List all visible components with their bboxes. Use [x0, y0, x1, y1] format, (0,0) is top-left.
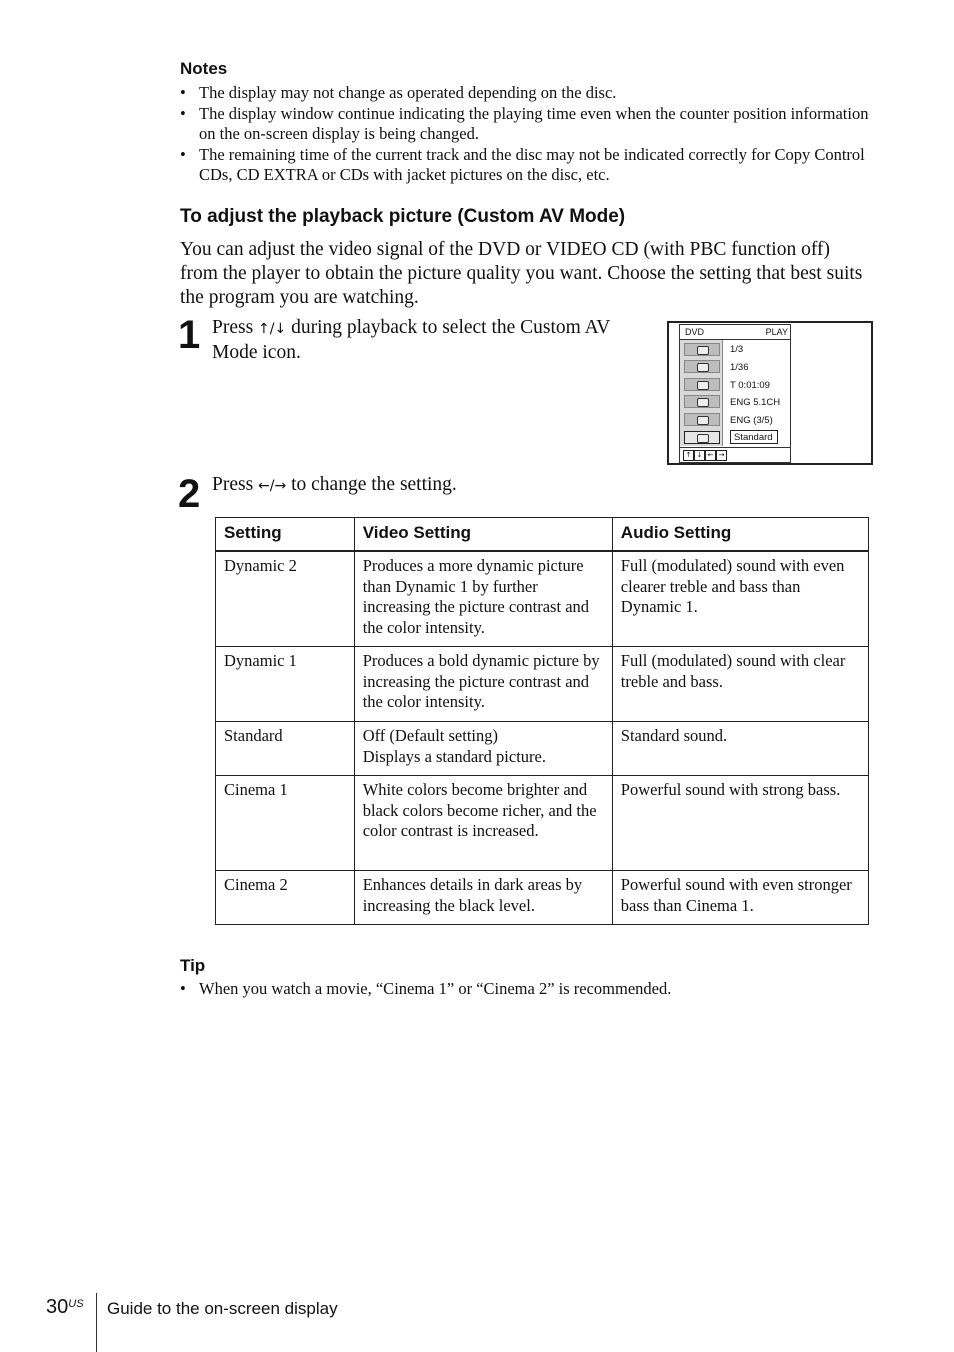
audio-setting-cell: Powerful sound with strong bass. — [612, 776, 868, 871]
column-header: Audio Setting — [612, 518, 868, 552]
table-header-row — [216, 518, 869, 552]
table-row — [216, 776, 869, 871]
title-icon — [684, 343, 720, 356]
list-item: • When you watch a movie, “Cinema 1” or “Cinema 2” is recommended. — [180, 979, 880, 1000]
osd-disc-type: DVD — [685, 327, 705, 337]
right-arrow-icon: → — [716, 450, 727, 461]
chapter-icon — [684, 360, 720, 373]
step-number: 1 — [178, 313, 201, 357]
settings-table — [215, 517, 869, 925]
osd-value: 1/3 — [730, 344, 744, 355]
setting-cell: Standard — [216, 722, 355, 776]
column-header: Setting — [216, 518, 355, 552]
osd-illustration — [667, 321, 873, 465]
footer-section-title: Guide to the on-screen display — [107, 1299, 338, 1318]
audio-setting-cell: Standard sound. — [612, 722, 868, 776]
step-number: 2 — [178, 472, 201, 516]
page-number-value: 30 — [46, 1296, 69, 1318]
table-row — [216, 647, 869, 722]
osd-selected-value: Standard — [734, 432, 773, 443]
osd-icon-column — [680, 340, 723, 446]
subtitle-icon — [684, 413, 720, 426]
osd-value: T 0:01:09 — [730, 380, 770, 391]
osd-screen — [679, 324, 791, 463]
down-arrow-icon: ↓ — [694, 450, 705, 461]
step-text: during playback to select the Custom AV Mode icon. — [212, 317, 610, 363]
audio-icon — [684, 395, 720, 408]
osd-value: ENG 5.1CH — [730, 397, 781, 408]
notes-heading: Notes — [180, 59, 228, 78]
custom-av-mode-icon — [684, 431, 720, 444]
video-setting-cell: White colors become brighter and black colors become richer, and the color contrast is increased. — [354, 776, 612, 871]
audio-setting-cell: Powerful sound with even stronger bass than Cinema 1. — [612, 871, 868, 925]
step-2-text — [212, 473, 652, 498]
list-item: • The display window continue indicating the playing time even when the counter position information on the on-screen display is being changed. — [180, 104, 880, 145]
table-row — [216, 871, 869, 925]
intro-paragraph: You can adjust the video signal of the DVD or VIDEO CD (with PBC function off) from the player to obtain the picture quality you want. Choose the setting that best suits the program you are watching. — [180, 239, 863, 308]
step-text: Press — [212, 474, 259, 495]
osd-value: 1/36 — [730, 362, 749, 373]
list-item: • The display may not change as operated depending on the disc. — [180, 83, 880, 104]
osd-header — [680, 325, 790, 340]
tip-list — [180, 979, 880, 1000]
page-number — [46, 1296, 84, 1319]
setting-cell: Dynamic 1 — [216, 647, 355, 722]
tip-heading: Tip — [180, 956, 206, 975]
left-right-arrow-icon: ←/→ — [258, 478, 287, 494]
setting-cell: Cinema 2 — [216, 871, 355, 925]
notes-list — [180, 83, 880, 186]
time-icon — [684, 378, 720, 391]
video-setting-cell: Produces a more dynamic picture than Dynamic 1 by further increasing the picture contrast and the color intensity. — [354, 551, 612, 647]
video-setting-cell: Enhances details in dark areas by increasing the black level. — [354, 871, 612, 925]
footer-divider — [96, 1293, 97, 1352]
osd-value: ENG (3/5) — [730, 415, 773, 426]
step-text: to change the setting. — [286, 474, 457, 495]
step-1-text — [212, 316, 652, 365]
osd-footer — [680, 447, 790, 462]
audio-setting-cell: Full (modulated) sound with clear treble and bass. — [612, 647, 868, 722]
video-setting-cell: Off (Default setting) Displays a standard picture. — [354, 722, 612, 776]
table-row — [216, 722, 869, 776]
left-arrow-icon: ← — [705, 450, 716, 461]
setting-cell: Cinema 1 — [216, 776, 355, 871]
column-header: Video Setting — [354, 518, 612, 552]
osd-status: PLAY — [765, 327, 788, 337]
page-number-suffix: US — [68, 1298, 84, 1310]
setting-cell: Dynamic 2 — [216, 551, 355, 647]
table-row — [216, 551, 869, 647]
section-title: To adjust the playback picture (Custom AV Mode) — [180, 206, 626, 227]
video-setting-cell: Produces a bold dynamic picture by increasing the picture contrast and the color intensity. — [354, 647, 612, 722]
list-item: • The remaining time of the current track and the disc may not be indicated correctly for Copy Control CDs, CD EXTRA or CDs with jacket pictures on the disc, etc. — [180, 145, 880, 186]
step-text: Press — [212, 317, 259, 338]
audio-setting-cell: Full (modulated) sound with even clearer treble and bass than Dynamic 1. — [612, 551, 868, 647]
up-arrow-icon: ↑ — [683, 450, 694, 461]
up-down-arrow-icon: ↑/↓ — [258, 321, 287, 337]
